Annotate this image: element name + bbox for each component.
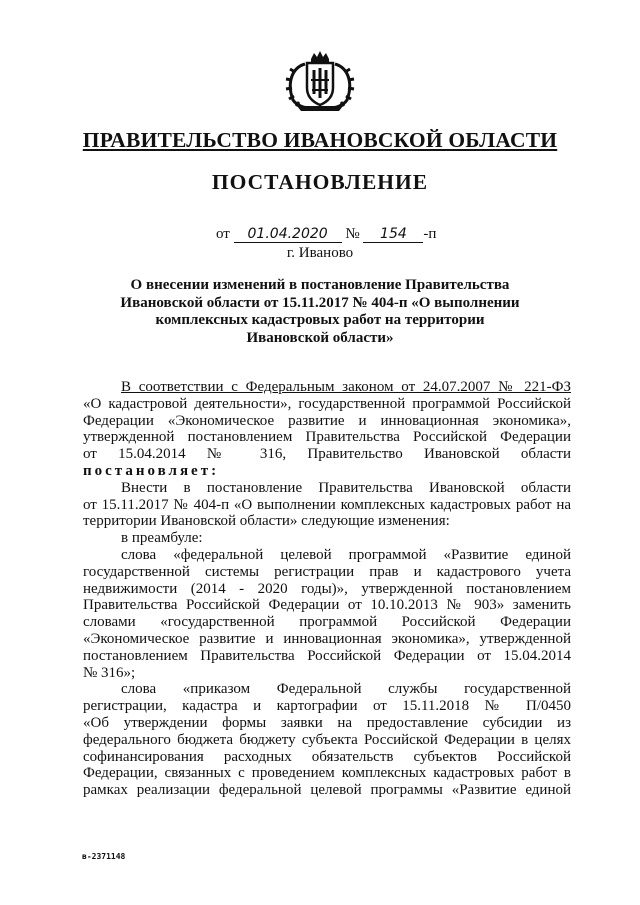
date-number-line <box>216 226 436 243</box>
number-suffix: -п <box>423 226 437 242</box>
body-line: слова «федеральной целевой программой «Развитие единой <box>121 546 571 563</box>
subject-line: О внесении изменений в постановление Правительства <box>130 277 510 293</box>
coat-of-arms-emblem <box>283 50 357 112</box>
body-line: «Об утверждении формы заявки на предоставление субсидии из <box>83 714 571 731</box>
document-subject <box>100 277 540 347</box>
body-line <box>83 379 571 396</box>
document-code: в-2371148 <box>82 852 126 861</box>
body-line: словами «государственной программой Российской Федерации <box>83 614 571 631</box>
subject-line: Ивановской области» <box>246 329 394 346</box>
government-title: ПРАВИТЕЛЬСТВО ИВАНОВСКОЙ ОБЛАСТИ <box>82 128 558 152</box>
body-line: софинансирования расходных обязательств субъектов Российской <box>83 748 571 765</box>
body-line: Федерации «Экономическое развитие и инновационная экономика», <box>83 412 571 429</box>
body-line: рамках реализации федеральной целевой программы «Развитие единой <box>83 782 571 799</box>
date-prefix: от <box>216 226 230 242</box>
body-line: «О кадастровой деятельности», государственной программой Российской <box>83 395 571 412</box>
document-type: ПОСТАНОВЛЕНИЕ <box>211 170 429 194</box>
body-line: территории Ивановской области» следующие изменения: <box>83 513 450 530</box>
body-line: от 15.04.2014 № 316, Правительство Ивановской области <box>83 446 571 463</box>
body-line: «Экономическое развитие и инновационная экономика», утвержденной <box>83 630 571 647</box>
city: г. Иваново <box>286 245 354 261</box>
body-line: федерального бюджета бюджету субъекта Российской Федерации в целях <box>83 731 571 748</box>
body-line: слова «приказом Федеральной службы государственной <box>121 681 571 698</box>
document-body <box>83 379 571 799</box>
handwritten-date: 01.04.2020 <box>234 227 342 243</box>
subject-line: Ивановской области от 15.11.2017 № 404-п «О выполнении <box>120 294 520 311</box>
body-line: Федерации, связанных с проведением комплексных кадастровых работ в <box>83 765 571 782</box>
decree-word: постановляет: <box>83 462 220 479</box>
subject-line: комплексных кадастровых работ на территории <box>155 312 485 328</box>
body-line: № 316»; <box>83 664 136 681</box>
body-line: утвержденной постановлением Правительства Российской Федерации <box>83 429 571 446</box>
body-line: Правительства Российской Федерации от 10.10.2013 № 903» заменить <box>83 597 571 614</box>
body-line: государственной системы регистрации прав и кадастрового учета <box>83 563 571 580</box>
body-line: недвижимости (2014 - 2020 годы)», утвержденной постановлением <box>83 580 571 597</box>
body-text: В соответствии с Федеральным законом от 24.07.2007 № 221-ФЗ <box>121 379 571 395</box>
number-sign: № <box>345 226 360 242</box>
body-line: регистрации, кадастра и картографии от 15.11.2018 № П/0450 <box>83 698 571 715</box>
body-line: постановлением Правительства Российской Федерации от 15.04.2014 <box>83 647 571 664</box>
body-line: от 15.11.2017 № 404-п «О выполнении комплексных кадастровых работ на <box>83 496 571 513</box>
body-line: в преамбуле: <box>121 530 203 547</box>
handwritten-number: 154 <box>363 227 423 243</box>
body-line: Внести в постановление Правительства Ивановской области <box>121 479 571 496</box>
